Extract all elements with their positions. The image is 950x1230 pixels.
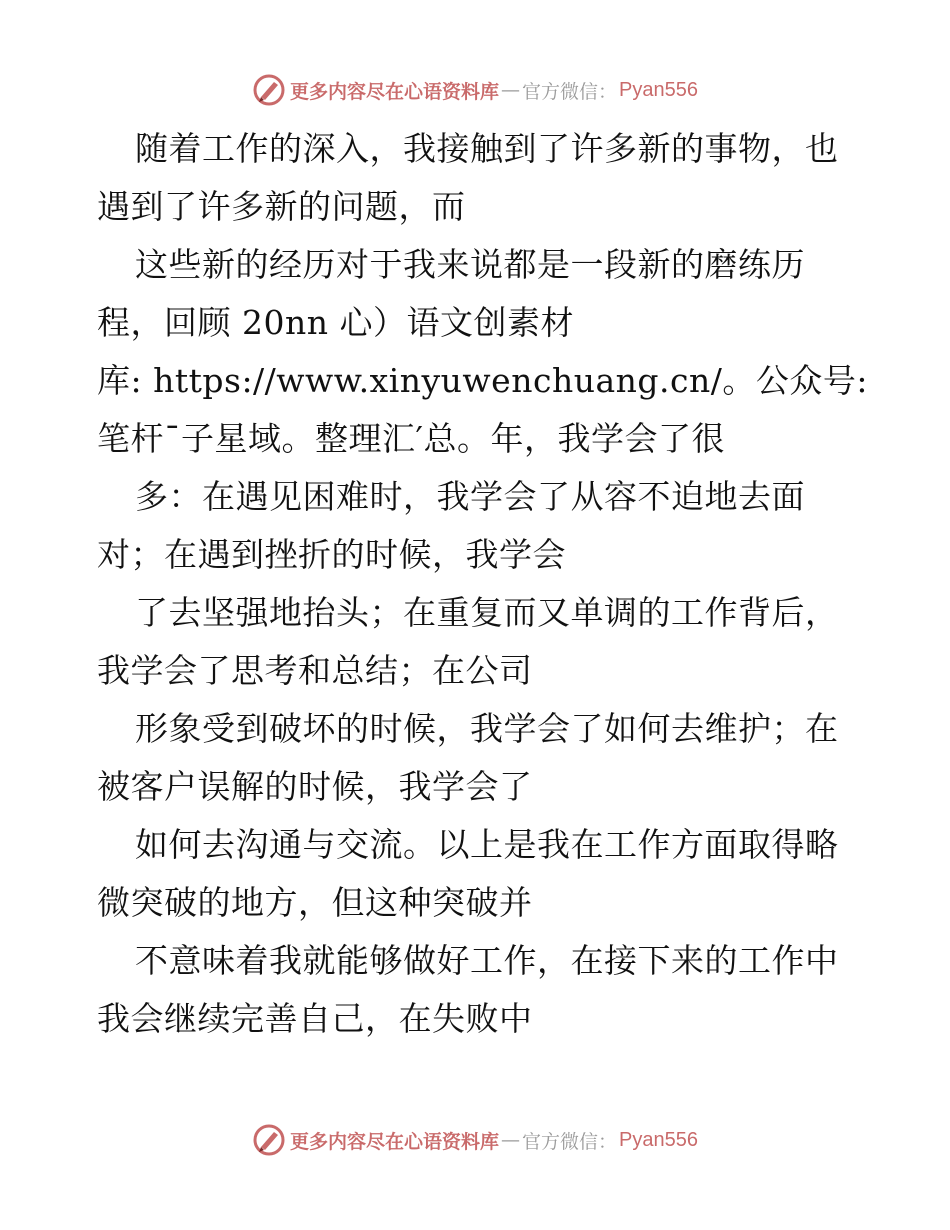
pen-logo-icon bbox=[252, 73, 286, 107]
body-line: 我会继续完善自己，在失败中 bbox=[97, 999, 533, 1038]
body-line: 如何去沟通与交流。以上是我在工作方面取得略 bbox=[135, 825, 839, 864]
footer-banner bbox=[0, 1120, 950, 1160]
body-line: 程，回顾 20nn 心）语文创素材 bbox=[97, 303, 574, 342]
body-line: 笔杆¯子星域。整理汇′总。年，我学会了很 bbox=[97, 419, 725, 458]
banner-brand: 更多内容尽在心语资料库 bbox=[290, 80, 500, 103]
banner-separator: — bbox=[501, 79, 521, 101]
banner-brand: 更多内容尽在心语资料库 bbox=[290, 1130, 500, 1153]
pen-logo-icon bbox=[252, 1123, 286, 1157]
header-banner bbox=[0, 70, 950, 110]
body-line: 被客户误解的时候，我学会了 bbox=[97, 767, 533, 806]
body-line: 遇到了许多新的问题，而 bbox=[97, 187, 466, 226]
body-line: 我学会了思考和总结；在公司 bbox=[97, 651, 533, 690]
banner-wechat-id: Pyan556 bbox=[619, 78, 698, 101]
body-line: 不意味着我就能够做好工作，在接下来的工作中 bbox=[135, 941, 839, 980]
body-line: 微突破的地方，但这种突破并 bbox=[97, 883, 533, 922]
body-line: 库: https://www.xinyuwenchuang.cn/。公众号: bbox=[97, 361, 868, 400]
body-line: 这些新的经历对于我来说都是一段新的磨练历 bbox=[135, 245, 805, 284]
document-body bbox=[97, 120, 868, 1048]
body-line: 了去坚强地抬头；在重复而又单调的工作背后， bbox=[135, 593, 839, 632]
banner-wechat-label: 官方微信： bbox=[522, 80, 618, 103]
banner-wechat-label: 官方微信： bbox=[522, 1130, 618, 1153]
body-line: 形象受到破坏的时候，我学会了如何去维护；在 bbox=[135, 709, 839, 748]
banner-wechat-id: Pyan556 bbox=[619, 1128, 698, 1151]
banner-separator: — bbox=[501, 1129, 521, 1151]
body-line: 随着工作的深入，我接触到了许多新的事物，也 bbox=[135, 129, 839, 168]
body-line: 多：在遇见困难时，我学会了从容不迫地去面 bbox=[135, 477, 805, 516]
body-line: 对；在遇到挫折的时候，我学会 bbox=[97, 535, 566, 574]
